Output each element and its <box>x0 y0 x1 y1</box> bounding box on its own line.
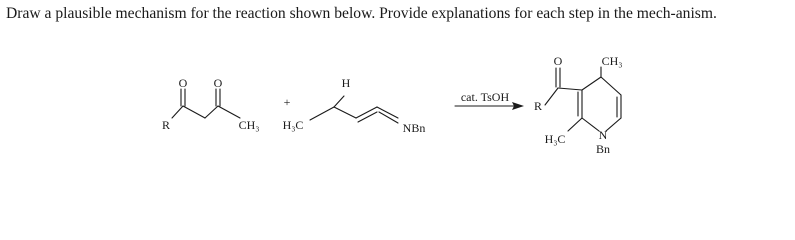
plus-sign: + <box>283 95 291 109</box>
reactant-2-hydrogen: H <box>341 76 351 90</box>
reactant-1-r-group: R <box>161 118 171 132</box>
reactant-2-imine-nitrogen: NBn <box>402 121 426 135</box>
reactant-1-carbonyl-oxygen-2: O <box>213 76 223 90</box>
product-methyl-top: CH₃ <box>601 54 623 68</box>
product-methyl-bottom: H₃C <box>544 132 566 146</box>
product-bonds <box>545 67 621 131</box>
reactant-1-carbonyl-oxygen-1: O <box>178 76 188 90</box>
question-text: Draw a plausible mechanism for the reaction shown below. Provide explanations for each step in the mech-anism. <box>6 5 717 22</box>
product-ring-nitrogen: N <box>598 128 608 142</box>
product-n-substituent: Bn <box>595 142 611 156</box>
product-carbonyl-oxygen: O <box>553 54 563 68</box>
arrow-label: cat. TsOH <box>460 90 510 104</box>
reactant-2-bonds <box>310 96 398 123</box>
reactant-1-bonds <box>172 89 240 118</box>
reactant-1-methyl: CH₃ <box>238 118 260 132</box>
product-r-group: R <box>533 99 543 113</box>
reactant-2-methyl: H₃C <box>282 118 304 132</box>
